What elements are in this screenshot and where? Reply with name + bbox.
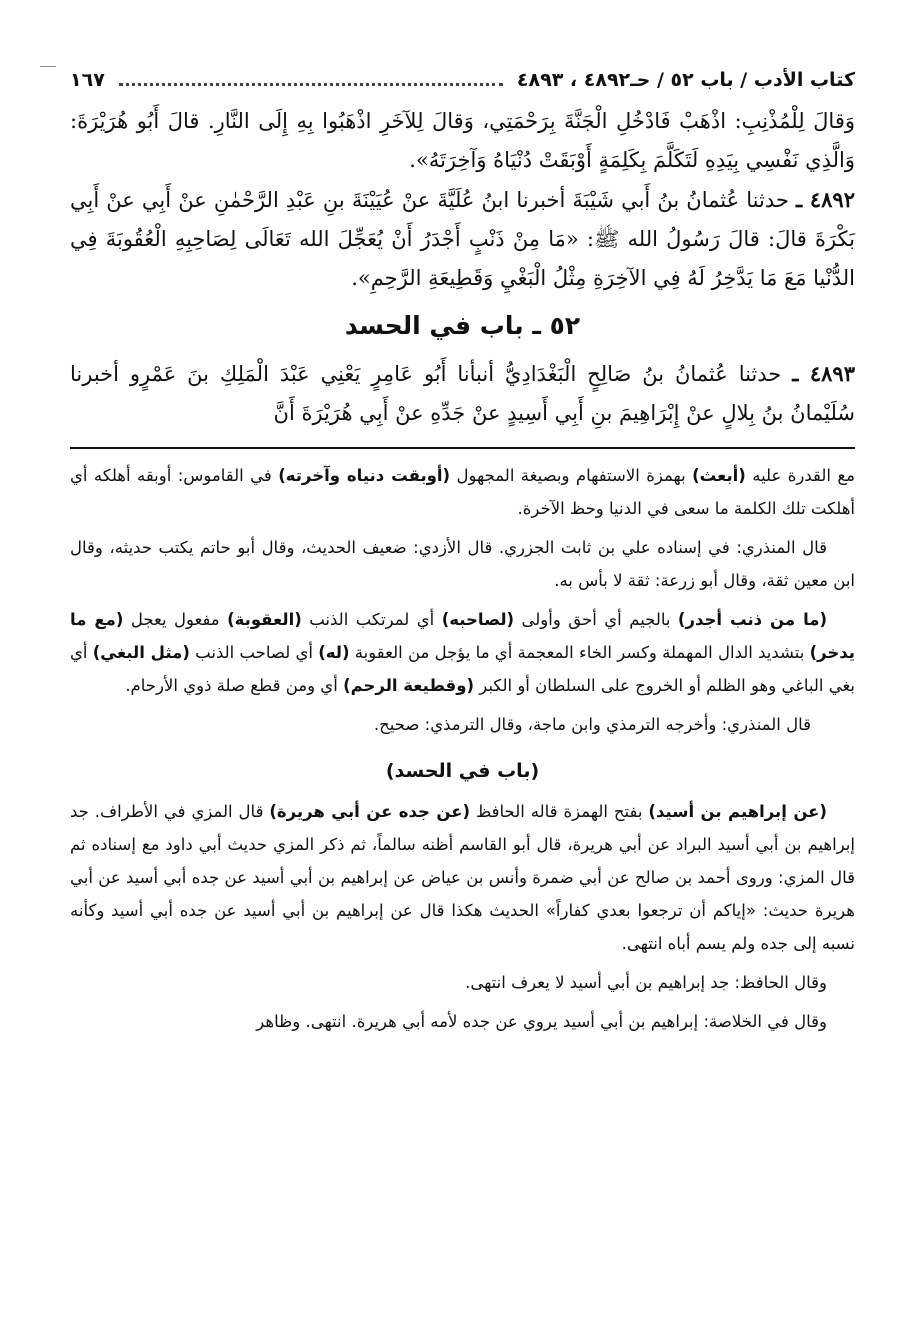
- commentary-text: بفتح الهمزة قاله الحافظ: [470, 802, 649, 821]
- commentary-text: قال المزي في الأطراف. جد إبراهيم بن أبي أسيد البراد عن أبي هريرة، قال أبو القاسم أظنه سالماً، ثم ذكر المزي حديث أبي داود مع إسناده ثم قال المزي: وروى أحمد بن صالح عن أبي ضمرة وأنس بن عياض عن إبراهيم بن أبي أسيد عن جده أبي أسيد عن أبي هريرة حديث: «إياكم أن ترجعوا بعدي كفاراً» الحديث هكذا قال عن إبراهيم بن أبي أسيد عن جده أبي أسيد وكأنه نسبه إلى جده ولم يسم أباه انتهى.: [70, 802, 855, 953]
- commentary-term: (العقوبة): [227, 610, 302, 629]
- commentary-paragraph: [70, 459, 855, 525]
- hadith-text: حدثنا عُثمانُ بنُ صَالِحٍ الْبَغْدَادِيُّ أنبأنا أَبُو عَامِرٍ يَعْنِي عَبْدَ الْمَلِكِ بنَ عَمْرٍو أخبرنا سُلَيْمانُ بنُ بِلالٍ عنْ إِبْرَاهِيمَ بنِ أَبِي أَسِيدٍ عنْ جَدِّهِ عنْ أَبِي هُرَيْرَةَ أَنَّ: [70, 362, 855, 425]
- hadith-number: ٤٨٩٣ ـ: [792, 361, 855, 386]
- commentary-term: (ما من ذنب أجدر): [677, 610, 828, 629]
- commentary-text: أي بغي الباغي وهو الظلم أو الخروج على السلطان أو الكبر: [70, 643, 855, 695]
- commentary-text: بهمزة الاستفهام وبصيغة المجهول: [450, 466, 693, 485]
- chapter-title: ٥٢ ـ باب في الحسد: [344, 311, 581, 340]
- commentary-term: (عن إبراهيم بن أسيد): [648, 802, 827, 821]
- commentary-term: (له): [318, 643, 350, 662]
- commentary-term: (أوبقت دنياه وآخرته): [278, 466, 451, 485]
- commentary-term: (لصاحبه): [441, 610, 515, 629]
- hadith-number: ٤٨٩٢ ـ: [795, 187, 855, 212]
- page: [70, 58, 855, 1044]
- commentary-text: أي لمرتكب الذنب: [301, 610, 442, 629]
- chapter-reference: كتاب الأدب / باب ٥٢ / حـ٤٨٩٢ ، ٤٨٩٣: [516, 69, 855, 91]
- hadith-4892: [70, 180, 855, 298]
- commentary-paragraph: قال المنذري: في إسناده علي بن ثابت الجزري. قال الأزدي: ضعيف الحديث، وقال أبو حاتم يكتب حديثه، وقال ابن معين ثقة، وقال أبو زرعة: ثقة لا بأس به.: [70, 538, 855, 590]
- hadith-4891-ending: وَقالَ لِلْمُذْنِبِ: اذْهَبْ فَادْخُلِ الْجَنَّةَ بِرَحْمَتِي، وَقالَ لِلآخَرِ اذْهَبُوا بِهِ إِلَى النَّارِ. قالَ أَبُو هُرَيْرَةَ: وَالَّذِي نَفْسِي بِيَدِهِ لَتَكَلَّمَ بِكَلِمَةٍ أَوْبَقَتْ دُنْيَاهُ وَآخِرَتَهُ».: [70, 109, 855, 172]
- hadith-4893: [70, 354, 855, 433]
- page-number: ١٦٧: [70, 69, 105, 91]
- footnote-divider: [70, 447, 855, 449]
- commentary-term: (أبعث): [692, 466, 746, 485]
- commentary-paragraph: قال المنذري: وأخرجه الترمذي وابن ماجة، وقال الترمذي: صحيح.: [373, 715, 811, 734]
- commentary-text: أي ومن قطع صلة ذوي الأرحام.: [125, 676, 344, 695]
- hadith-text: حدثنا عُثمانُ بنُ أَبي شَيْبَةَ أخبرنا ابنُ عُلَيَّةَ عنْ عُيَيْنَةَ بنِ عَبْدِ الرَّحْمٰنِ عنْ أَبِي عنْ أَبِي بَكْرَةَ قالَ: قالَ رَسُولُ الله ﷺ: «مَا مِنْ ذَنْبٍ أَجْدَرُ أَنْ يُعَجِّلَ الله تَعَالَى لِصَاحِبِهِ الْعُقُوبَةَ فِي الدُّنْيا مَعَ مَا يَدَّخِرُ لَهُ فِي الآخِرَةِ مِثْلُ الْبَغْيِ وَقَطِيعَةِ الرَّحِمِ».: [70, 188, 855, 290]
- commentary-paragraph: [70, 603, 855, 702]
- commentary-paragraph: وقال في الخلاصة: إبراهيم بن أبي أسيد يروي عن جده لأمه أبي هريرة. انتهى. وظاهر: [256, 1012, 827, 1031]
- running-header: [70, 58, 855, 102]
- commentary-text: بالجيم أي أحق وأولى: [514, 610, 678, 629]
- commentary-chapter-title: (باب في الحسد): [385, 760, 540, 782]
- commentary-text: في القاموس: أوبقه أهلكه أي أهلكت تلك الكلمة ما سعى في الدنيا وحظ الآخرة.: [70, 466, 855, 518]
- scan-mark: [40, 66, 56, 67]
- commentary-paragraph: وقال الحافظ: جد إبراهيم بن أبي أسيد لا يعرف انتهى.: [465, 973, 827, 992]
- commentary-text: مع القدرة عليه: [745, 466, 855, 485]
- commentary-term: (وقطيعة الرحم): [343, 676, 475, 695]
- commentary-paragraph: [70, 795, 855, 960]
- header-leader-dots: [119, 83, 503, 86]
- commentary-text: أي لصاحب الذنب: [189, 643, 319, 662]
- commentary-term: (مع ما يدخر): [70, 610, 856, 662]
- commentary-text: مفعول يعجل: [123, 610, 228, 629]
- commentary-term: (عن جده عن أبي هريرة): [269, 802, 471, 821]
- commentary-text: بتشديد الدال المهملة وكسر الخاء المعجمة أي ما يؤجل من العقوبة: [349, 643, 810, 662]
- commentary-term: (مثل البغي): [92, 643, 190, 662]
